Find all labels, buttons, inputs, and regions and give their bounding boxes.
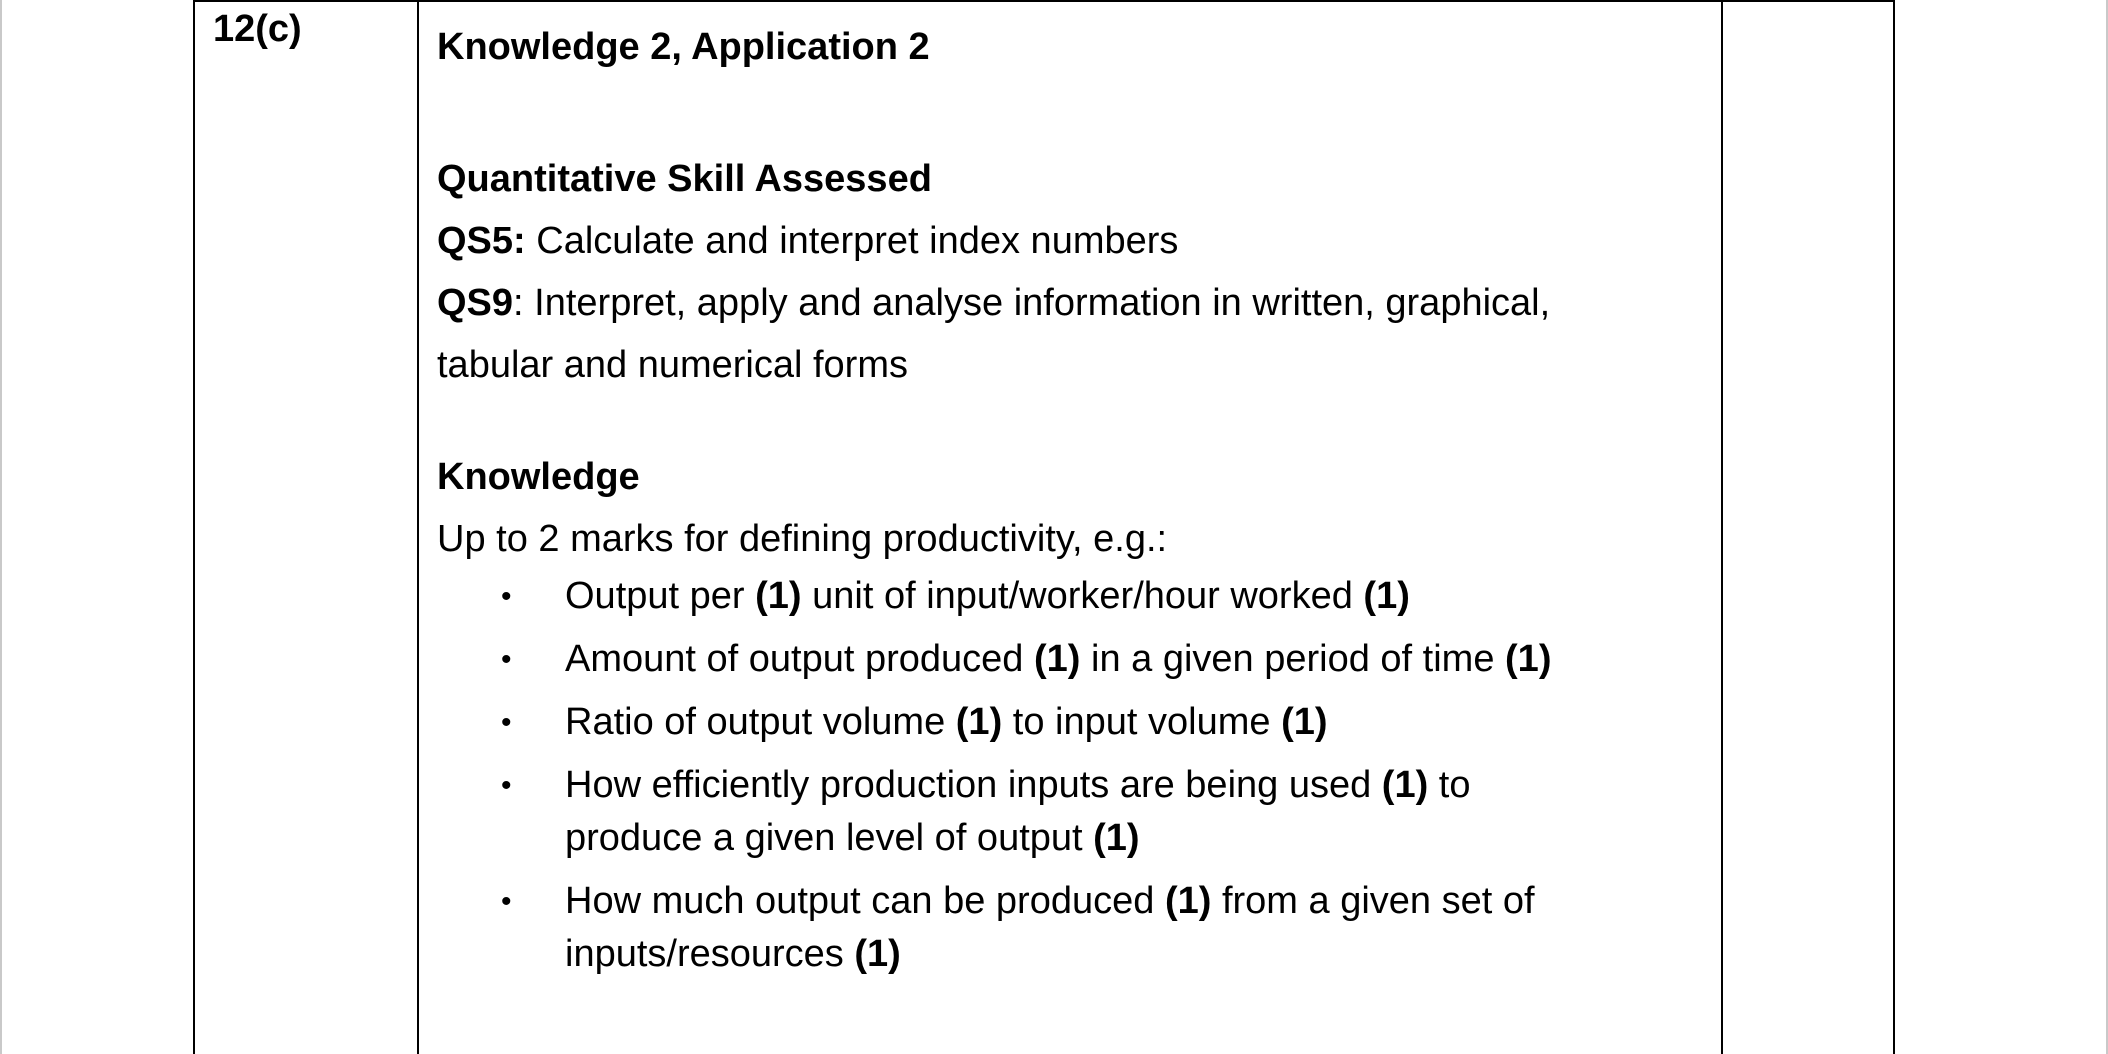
- list-item: [437, 570, 1707, 623]
- bullet-text: How efficiently production inputs are being used: [565, 764, 1382, 806]
- skill-text: : Interpret, apply and analyse information in written, graphical,: [513, 282, 1551, 324]
- knowledge-intro: Up to 2 marks for defining productivity, e.g.:: [437, 518, 1168, 560]
- skill-qs9: [437, 272, 1707, 334]
- mark-scheme-content: [437, 16, 1707, 991]
- bullet-text: to: [1428, 764, 1471, 806]
- bullet-text: in a given period of time: [1080, 638, 1506, 680]
- bullet-icon: •: [501, 580, 512, 613]
- marks-heading: Knowledge 2, Application 2: [437, 26, 930, 68]
- bullet-text: inputs/resources: [565, 933, 855, 975]
- bullet-icon: •: [501, 885, 512, 918]
- bullet-text: to input volume: [1002, 701, 1282, 743]
- bullet-icon: •: [501, 769, 512, 802]
- skill-heading: Quantitative Skill Assessed: [437, 158, 932, 200]
- skill-qs5: [437, 210, 1707, 272]
- mark-label: (1): [854, 933, 901, 975]
- bullet-text: from a given set of: [1211, 880, 1535, 922]
- skill-text: Calculate and interpret index numbers: [525, 220, 1179, 262]
- mark-label: (1): [1093, 817, 1140, 859]
- list-item: [437, 875, 1707, 981]
- mark-label: (1): [1363, 575, 1410, 617]
- knowledge-heading: Knowledge: [437, 456, 640, 498]
- bullet-text: Ratio of output volume: [565, 701, 956, 743]
- bullet-icon: •: [501, 643, 512, 676]
- mark-label: (1): [1381, 764, 1429, 806]
- skill-code: QS5:: [437, 220, 526, 262]
- bullet-text: Output per: [565, 575, 756, 617]
- bullet-text: unit of input/worker/hour worked: [801, 575, 1364, 617]
- definition-list: [437, 570, 1707, 981]
- list-item: [437, 759, 1707, 865]
- mark-label: (1): [1034, 638, 1081, 680]
- column-divider-question: [417, 0, 419, 1054]
- mark-label: (1): [1164, 880, 1212, 922]
- question-number: 12(c): [213, 8, 302, 50]
- bullet-text: produce a given level of output: [565, 817, 1094, 859]
- bullet-icon: •: [501, 706, 512, 739]
- table-right-border: [1893, 0, 1895, 1054]
- bullet-text: Amount of output produced: [565, 638, 1034, 680]
- list-item: [437, 696, 1707, 749]
- table-top-border: [193, 0, 1895, 2]
- table-left-border: [193, 0, 195, 1054]
- skill-qs9-continuation: tabular and numerical forms: [437, 344, 908, 386]
- mark-label: (1): [1505, 638, 1552, 680]
- list-item: [437, 633, 1707, 686]
- mark-label: (1): [1281, 701, 1328, 743]
- bullet-text: How much output can be produced: [565, 880, 1165, 922]
- mark-label: (1): [955, 701, 1003, 743]
- mark-label: (1): [755, 575, 802, 617]
- skill-code: QS9: [437, 282, 514, 324]
- column-divider-answer: [1721, 0, 1723, 1054]
